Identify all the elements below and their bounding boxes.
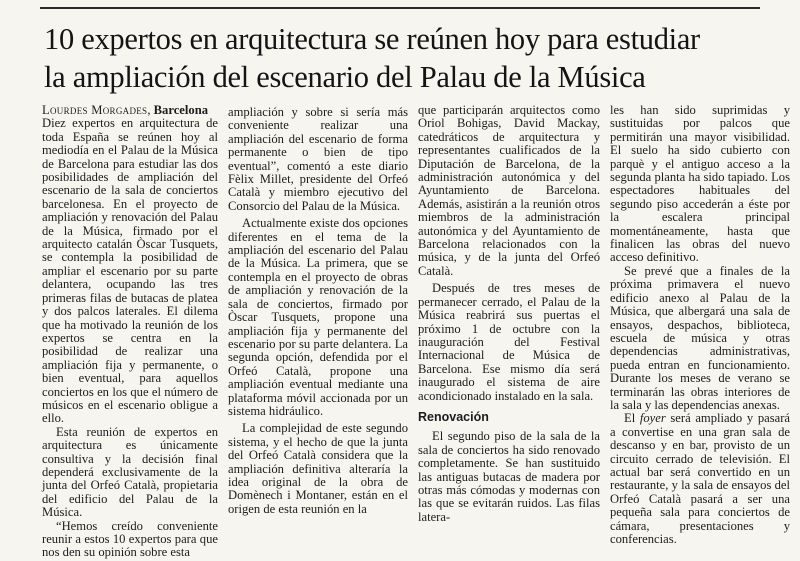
headline-line-2: la ampliación del escenario del Palau de la Música [44, 60, 646, 94]
column-4-paragraph-1: les han sido suprimidas y sustituidas por palcos que permitirán una mayor visibilidad. El suelo ha sido cubierto con parquè y el antiguo acceso a la segunda planta ha sido tapiado. Los espectadores habituales del segundo piso accederán a éste por la escalera principal momentáneamente, hasta que finalicen las obras del nuevo acceso definitivo. [610, 103, 790, 265]
column-3-paragraph-3: El segundo piso de la sala de la sala de conciertos ha sido renovado completamente. Se han sustituido las antiguas butacas de madera por otras más cómodas y modernas con las que se evitarán ruidos. Las filas latera- [418, 429, 600, 524]
foyer-post: será ampliado y pasará a convertise en una gran sala de descanso y en bar, provisto de un circuito cerrado de televisión. El actual bar será convertido en un restaurante, y la sala de ensayos del Orfeó Català pasará a ser una pequeña sala para conciertos de cámara, presentaciones y conferencias. [610, 411, 790, 546]
top-rule [40, 7, 760, 9]
column-2-paragraph-2: Actualmente existe dos opciones diferentes en el tema de la ampliación del escenario del Palau de la Música. La primera, que se contempla en el proyecto de obras de ampliación y renovación de la sala de conciertos, firmado por Òscar Tusquets, propone una ampliación fija y permanente del escenario por su parte delantera. La segunda opción, defendida por el Orfeó Català, propone una ampliación eventual mediante una plataforma móvil accionada por un sistema hidráulico. [228, 216, 408, 418]
section-subhead: Renovación [418, 409, 489, 424]
byline-city: Barcelona [153, 103, 208, 117]
headline [44, 20, 764, 96]
column-3-paragraph-1: que participarán arquitectos como Oriol Bohigas, David Mackay, catedráticos de arquitectura y representantes cualificados de la Diputación de Barcelona, de la administración autonómica y del Ayuntamiento de Barcelona. Además, asistirán a la reunión otros miembros de la administración autonómica y del Ayuntamiento de Barcelona relacionados con la música, y de la junta del Orfeó Català. [418, 103, 600, 278]
column-2-paragraph-3: La complejidad de este segundo sistema, y el hecho de que la junta del Orfeó Català considera que la ampliación definitiva alteraría la idea original de la obra de Domènech i Montaner, están en el origen de esta reunión en la [228, 421, 408, 516]
column-3-paragraph-2: Después de tres meses de permanecer cerrado, el Palau de la Música reabrirá sus puertas el próximo 1 de octubre con la inauguración del Festival Internacional de Música de Barcelona. Ese mismo día será inaugurado el sistema de aire acondicionado instalado en la sala. [418, 281, 600, 403]
column-1-paragraph-2: Esta reunión de expertos en arquitectura es únicamente consultiva y la decisión final dependerá exclusivamente de la junta del Orfeó Català, propietaria del edificio del Palau de la Música. [42, 424, 218, 520]
headline-line-1: 10 expertos en arquitectura se reúnen hoy para estudiar [44, 22, 700, 56]
column-4-paragraph-2: Se prevé que a finales de la próxima primavera el nuevo edificio anexo al Palau de la Música, que albergará una sala de ensayos, despachos, biblioteca, escuela de música y otras dependencias administrativas, pueda entran en funcionamiento. Durante los meses de verano se terminarán las obras interiores de la sala y las dependencias anexas. [610, 263, 790, 412]
column-1-paragraph-1: Diez expertos en arquitectura de toda España se reúnen hoy al mediodía en el Palau de la Música de Barcelona para estudiar las dos posibilidades de ampliación del escenario de la sala de conciertos barcelonesa. En el proyecto de ampliación y renovación del Palau de la Música, firmado por el arquitecto catalán Òscar Tusquets, se contempla la posibilidad de ampliar el escenario por su parte delantera, ocupando las tres primeras filas de butacas de platea y dos palcos laterales. El dilema que ha motivado la reunión de los expertos se centra en la posibilidad de realizar una ampliación fija y permanente, o bien eventual, para aquellos conciertos en los que el número de músicos en el escenario obligue a ello. [42, 116, 218, 426]
foyer-word: foyer [639, 411, 666, 426]
column-4 [610, 104, 790, 546]
foyer-pre: El [624, 411, 640, 426]
column-2 [228, 106, 408, 516]
column-4-paragraph-3 [610, 412, 790, 546]
column-1-paragraph-3: “Hemos creído conveniente reunir a estos 10 expertos para que nos den su opinión sobre esta [42, 518, 218, 560]
lead-paragraph: Lourdes Morgades, Barcelona Diez expertos en arquitectura de toda España se reúnen hoy al mediodía en el Palau de la Música de Barcelona para estudiar las dos posibilidades de ampliación del escenario de la sala de conciertos barcelonesa. En el proyecto de ampliación y renovación del Palau de la Música, firmado por el arquitecto catalán Òscar Tusquets, se contempla la posibilidad de ampliar el escenario por su parte delantera, ocupando las tres primeras filas de butacas de platea y dos palcos laterales. El dilema que ha motivado la reunión de los expertos se centra en la posibilidad de realizar una ampliación fija y permanente, o bien eventual, para aquellos conciertos en los que el número de músicos en el escenario obligue a ello. [42, 103, 218, 426]
column-3 [418, 104, 600, 524]
column-2-paragraph-1: ampliación y sobre si sería más conveniente realizar una ampliación del escenario de forma permanente o bien de tipo eventual”, comentó a este diario Fèlix Millet, presidente del Orfeó Català y miembro ejecutivo del Consorcio del Palau de la Música. [228, 105, 408, 213]
column-1 [42, 104, 218, 560]
byline-author: Lourdes Morgades [42, 103, 148, 117]
